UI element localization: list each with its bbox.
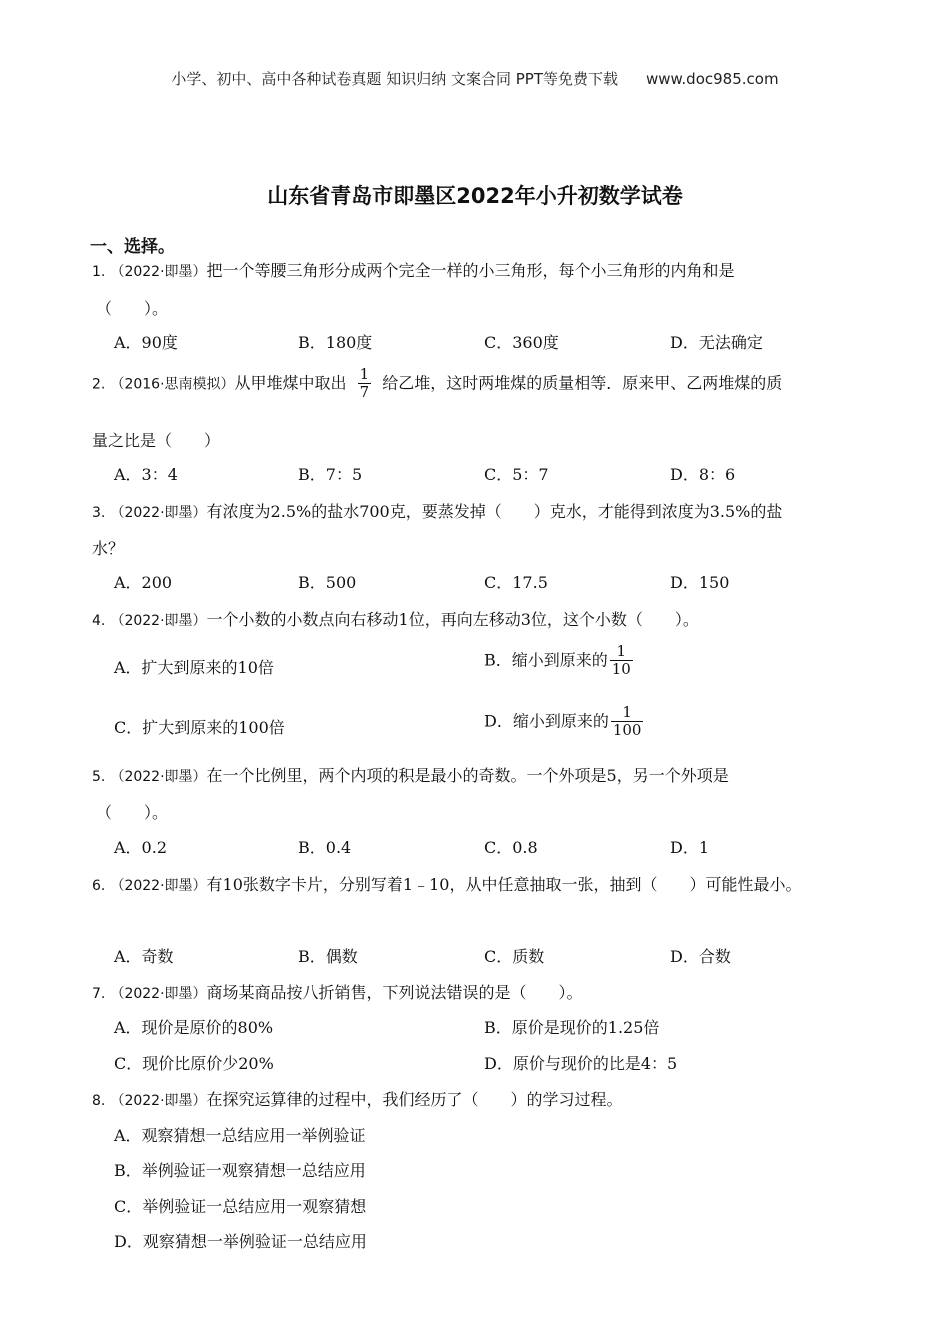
- question-text: 给乙堆，这时两堆煤的质量相等．原来甲、乙两堆煤的质: [382, 373, 783, 393]
- page-title: 山东省青岛市即墨区2022年小升初数学试卷: [267, 184, 683, 208]
- fraction-numerator: 1: [622, 703, 632, 721]
- question-text: 商场某商品按八折销售，下列说法错误的是（ ）。: [206, 983, 583, 1002]
- question-source: （2022·即墨）: [110, 264, 207, 280]
- option-c[interactable]: C．现价比原价少20%: [114, 1054, 274, 1073]
- option-d[interactable]: [484, 704, 645, 740]
- option-a[interactable]: A．0.2: [114, 838, 168, 857]
- option-b[interactable]: [484, 643, 635, 679]
- section-heading: 一、选择。: [90, 237, 175, 257]
- fraction-denominator: 100: [612, 721, 642, 740]
- option-d[interactable]: D．原价与现价的比是4：5: [484, 1054, 678, 1073]
- fraction-numerator: 1: [616, 642, 627, 660]
- question-number: 6.: [92, 878, 106, 894]
- option-b[interactable]: B．原价是现价的1.25倍: [484, 1018, 660, 1037]
- option-c[interactable]: C．0.8: [484, 838, 538, 857]
- option-c[interactable]: C．17.5: [484, 573, 548, 592]
- question-3: [92, 499, 782, 522]
- question-2-cont: 量之比是（ ）: [92, 431, 221, 450]
- option-b[interactable]: B．500: [298, 573, 357, 592]
- fraction: [610, 643, 633, 679]
- option-d[interactable]: D．观察猜想一举例验证一总结应用: [114, 1232, 367, 1251]
- option-c[interactable]: C．质数: [484, 947, 545, 966]
- question-1-cont: （ ）。: [96, 299, 169, 318]
- question-source: （2022·即墨）: [110, 505, 207, 521]
- option-c[interactable]: C．举例验证一总结应用一观察猜想: [114, 1197, 367, 1216]
- fraction: [358, 366, 372, 402]
- fraction-denominator: 7: [359, 383, 370, 402]
- option-a[interactable]: A．3：4: [114, 465, 178, 484]
- fraction: [611, 704, 644, 740]
- option-b[interactable]: B．0.4: [298, 838, 352, 857]
- option-b[interactable]: B．180度: [298, 333, 373, 352]
- option-d[interactable]: D．150: [670, 573, 730, 592]
- question-1: [92, 258, 735, 281]
- question-5: [92, 763, 729, 786]
- question-text: 在一个比例里，两个内项的积是最小的奇数。一个外项是5，另一个外项是: [206, 766, 729, 785]
- question-source: （2022·即墨）: [110, 986, 207, 1002]
- option-b[interactable]: B．举例验证一观察猜想一总结应用: [114, 1161, 366, 1180]
- question-2: [92, 366, 782, 402]
- question-text: 一个小数的小数点向右移动1位，再向左移动3位，这个小数（ ）。: [206, 610, 699, 629]
- question-6: [92, 872, 801, 895]
- question-number: 1.: [92, 264, 106, 280]
- question-source: （2022·即墨）: [110, 613, 207, 629]
- question-8: [92, 1087, 623, 1110]
- option-a[interactable]: A．扩大到原来的10倍: [114, 658, 274, 677]
- question-text: 在探究运算律的过程中，我们经历了（ ）的学习过程。: [206, 1090, 623, 1109]
- question-number: 7.: [92, 986, 106, 1002]
- option-a[interactable]: A．观察猜想一总结应用一举例验证: [114, 1126, 366, 1145]
- option-d[interactable]: D．合数: [670, 947, 731, 966]
- option-d-label: D．缩小到原来的: [484, 711, 609, 731]
- question-4: [92, 607, 699, 630]
- option-b-label: B．缩小到原来的: [484, 650, 608, 670]
- question-number: 8.: [92, 1093, 106, 1109]
- page-header: [0, 68, 950, 89]
- option-d[interactable]: D．1: [670, 838, 710, 857]
- fraction-numerator: 1: [359, 365, 370, 383]
- question-5-cont: （ ）。: [96, 803, 169, 822]
- question-number: 2.: [92, 376, 106, 393]
- option-d[interactable]: D．8：6: [670, 465, 736, 484]
- option-c[interactable]: C．5：7: [484, 465, 549, 484]
- question-number: 5.: [92, 769, 106, 785]
- question-text: 有10张数字卡片，分别写着1﹣10，从中任意抽取一张，抽到（ ）可能性最小。: [206, 875, 802, 894]
- option-b[interactable]: B．偶数: [298, 947, 358, 966]
- question-source: （2022·即墨）: [110, 1093, 207, 1109]
- question-source: （2022·即墨）: [110, 769, 207, 785]
- option-a[interactable]: A．200: [114, 573, 173, 592]
- fraction-denominator: 10: [611, 660, 631, 679]
- option-d[interactable]: D．无法确定: [670, 333, 763, 352]
- header-url[interactable]: www.doc985.com: [645, 70, 779, 88]
- question-number: 4.: [92, 613, 106, 629]
- question-source: （2022·即墨）: [110, 878, 207, 894]
- question-7: [92, 980, 583, 1003]
- option-c[interactable]: C．360度: [484, 333, 559, 352]
- question-text: 把一个等腰三角形分成两个完全一样的小三角形，每个小三角形的内角和是: [206, 261, 735, 280]
- option-b[interactable]: B．7：5: [298, 465, 363, 484]
- question-source: （2016·思南模拟）: [110, 376, 235, 393]
- option-a[interactable]: A．现价是原价的80%: [114, 1018, 274, 1037]
- question-text: 有浓度为2.5%的盐水700克，要蒸发掉（ ）克水，才能得到浓度为3.5%的盐: [206, 502, 783, 521]
- option-c[interactable]: C．扩大到原来的100倍: [114, 718, 285, 737]
- question-3-cont: 水？: [92, 539, 125, 558]
- option-a[interactable]: A．90度: [114, 333, 178, 352]
- header-text: 小学、初中、高中各种试卷真题 知识归纳 文案合同 PPT等免费下载: [171, 70, 618, 88]
- question-text: 从甲堆煤中取出: [234, 373, 347, 393]
- option-a[interactable]: A．奇数: [114, 947, 174, 966]
- question-number: 3.: [92, 505, 106, 521]
